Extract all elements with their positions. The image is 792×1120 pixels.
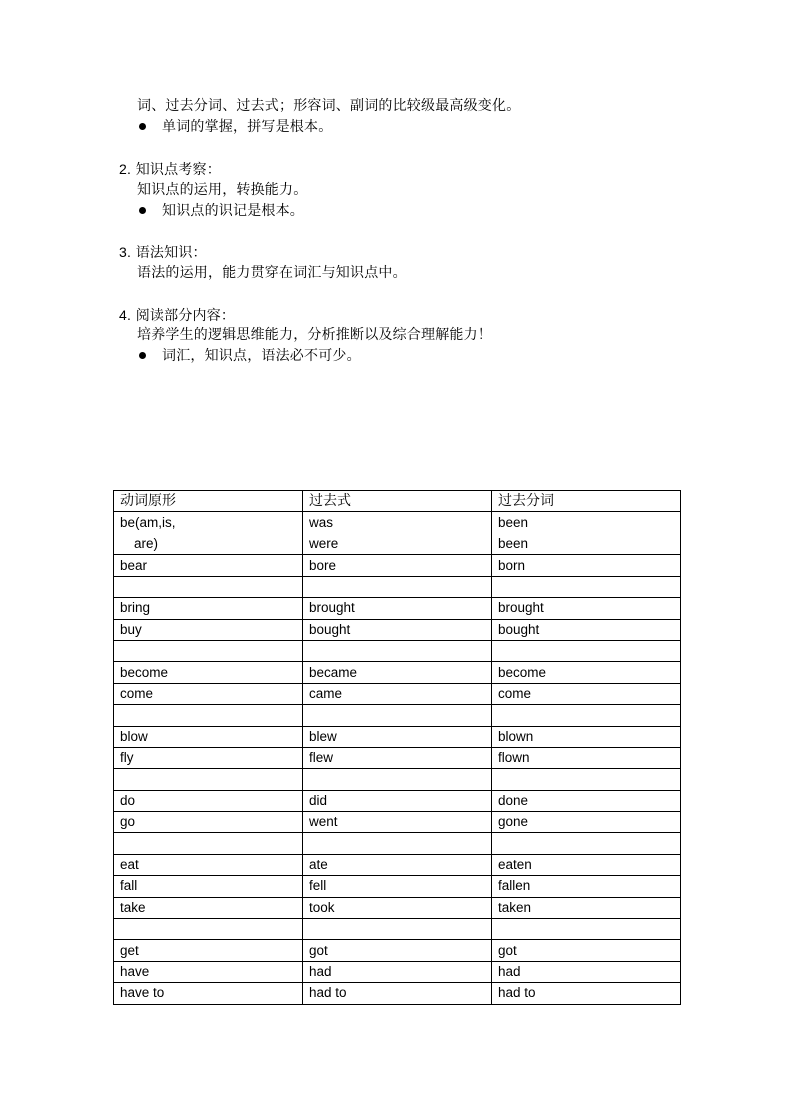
table-cell-past xyxy=(303,576,492,597)
table-cell-participle: got xyxy=(492,940,681,961)
table-cell-participle: brought xyxy=(492,598,681,619)
table-row xyxy=(114,833,681,854)
bullet-dot-icon xyxy=(139,123,146,130)
section-2-body: 知识点的运用，转换能力。 xyxy=(137,182,308,198)
table-cell-participle: gone xyxy=(492,812,681,833)
table-row xyxy=(114,598,681,619)
bullet-dot-icon xyxy=(139,352,146,359)
cell-line: was xyxy=(309,515,334,531)
table-cell-participle: bought xyxy=(492,619,681,640)
table-cell-past: bought xyxy=(303,619,492,640)
table-row xyxy=(114,747,681,768)
irregular-verb-table xyxy=(113,490,681,1005)
table-cell-base: go xyxy=(114,812,303,833)
table-cell-past: took xyxy=(303,897,492,918)
table-cell-participle: fallen xyxy=(492,876,681,897)
table-cell-base: fly xyxy=(114,747,303,768)
table-cell-base xyxy=(114,705,303,726)
section-3-body: 语法的运用，能力贯穿在词汇与知识点中。 xyxy=(137,265,407,281)
table-cell-participle: flown xyxy=(492,747,681,768)
table-row xyxy=(114,919,681,940)
section-3-title: 语法知识： xyxy=(135,245,207,261)
table-cell-base: bear xyxy=(114,555,303,576)
table-cell-past: bore xyxy=(303,555,492,576)
table-cell-past: flew xyxy=(303,747,492,768)
section-2-bullet: 知识点的识记是根本。 xyxy=(162,203,304,219)
table-cell-participle xyxy=(492,919,681,940)
cell-line: be(am,is, xyxy=(120,515,176,531)
table-row xyxy=(114,854,681,875)
table-row xyxy=(114,640,681,661)
table-cell-base: become xyxy=(114,662,303,683)
table-row xyxy=(114,961,681,982)
table-cell-participle: born xyxy=(492,555,681,576)
table-row xyxy=(114,940,681,961)
table-cell-base: do xyxy=(114,790,303,811)
table-cell-participle xyxy=(492,576,681,597)
table-cell-participle: done xyxy=(492,790,681,811)
table-row xyxy=(114,769,681,790)
table-cell-base: eat xyxy=(114,854,303,875)
table-cell-past: fell xyxy=(303,876,492,897)
table-cell-base: have to xyxy=(114,983,303,1004)
table-cell-participle: become xyxy=(492,662,681,683)
table-row xyxy=(114,512,681,555)
header-base-form: 动词原形 xyxy=(114,491,303,512)
table-row xyxy=(114,619,681,640)
section-3-number: 3. xyxy=(119,244,132,260)
table-row xyxy=(114,726,681,747)
table-cell-base: take xyxy=(114,897,303,918)
intro-bullet: 单词的掌握，拼写是根本。 xyxy=(162,119,333,135)
section-4-title: 阅读部分内容： xyxy=(135,308,236,324)
table-cell-past: had xyxy=(303,961,492,982)
table-cell-base: come xyxy=(114,683,303,704)
table-cell-base xyxy=(114,640,303,661)
table-row xyxy=(114,555,681,576)
table-cell-base: have xyxy=(114,961,303,982)
table-row xyxy=(114,983,681,1004)
table-cell-base xyxy=(114,833,303,854)
header-past-participle: 过去分词 xyxy=(492,491,681,512)
section-4-heading xyxy=(119,306,235,325)
table-row xyxy=(114,683,681,704)
table-cell-participle: blown xyxy=(492,726,681,747)
intro-line: 词、过去分词、过去式；形容词、副词的比较级最高级变化。 xyxy=(137,98,521,114)
table-cell-past xyxy=(303,833,492,854)
table-cell-base: get xyxy=(114,940,303,961)
table-cell-base: bring xyxy=(114,598,303,619)
table-cell-past xyxy=(303,769,492,790)
cell-line: are) xyxy=(134,535,159,551)
section-4-body: 培养学生的逻辑思维能力，分析推断以及综合理解能力！ xyxy=(137,327,492,343)
table-cell-participle: taken xyxy=(492,897,681,918)
table-cell-base xyxy=(114,919,303,940)
cell-line: been xyxy=(498,535,529,551)
header-past-tense: 过去式 xyxy=(303,491,492,512)
table-cell-participle: eaten xyxy=(492,854,681,875)
table-row xyxy=(114,876,681,897)
table-cell-participle xyxy=(492,769,681,790)
table-cell-past: had to xyxy=(303,983,492,1004)
table-cell-past: did xyxy=(303,790,492,811)
table-row xyxy=(114,812,681,833)
table-cell-past: came xyxy=(303,683,492,704)
bullet-dot-icon xyxy=(139,207,146,214)
table-row xyxy=(114,790,681,811)
table-cell-past: ate xyxy=(303,854,492,875)
section-2-number: 2. xyxy=(119,161,132,177)
table-cell-base xyxy=(114,769,303,790)
table-cell-participle xyxy=(492,512,681,555)
table-row xyxy=(114,897,681,918)
section-4-bullet: 词汇，知识点，语法必不可少。 xyxy=(162,348,361,364)
table-row xyxy=(114,705,681,726)
table-cell-participle: had to xyxy=(492,983,681,1004)
table-row xyxy=(114,662,681,683)
table-cell-past: brought xyxy=(303,598,492,619)
table-cell-past xyxy=(303,705,492,726)
table-cell-participle xyxy=(492,705,681,726)
table-cell-base: blow xyxy=(114,726,303,747)
section-3-heading xyxy=(119,243,207,262)
table-cell-past: blew xyxy=(303,726,492,747)
table-cell-participle: come xyxy=(492,683,681,704)
section-2-title: 知识点考察： xyxy=(135,162,221,178)
table-cell-base xyxy=(114,576,303,597)
table-cell-base: fall xyxy=(114,876,303,897)
table-row xyxy=(114,576,681,597)
cell-line: were xyxy=(309,535,339,551)
cell-line: been xyxy=(498,515,529,531)
table-cell-past: got xyxy=(303,940,492,961)
table-cell-past xyxy=(303,512,492,555)
table-cell-past: became xyxy=(303,662,492,683)
table-cell-participle xyxy=(492,640,681,661)
table-cell-past: went xyxy=(303,812,492,833)
table-cell-base: buy xyxy=(114,619,303,640)
table-cell-participle xyxy=(492,833,681,854)
table-cell-participle: had xyxy=(492,961,681,982)
table-cell-past xyxy=(303,640,492,661)
table-cell-base xyxy=(114,512,303,555)
section-4-number: 4. xyxy=(119,307,132,323)
table-cell-past xyxy=(303,919,492,940)
table-header-row xyxy=(114,491,681,512)
section-2-heading xyxy=(119,160,221,179)
